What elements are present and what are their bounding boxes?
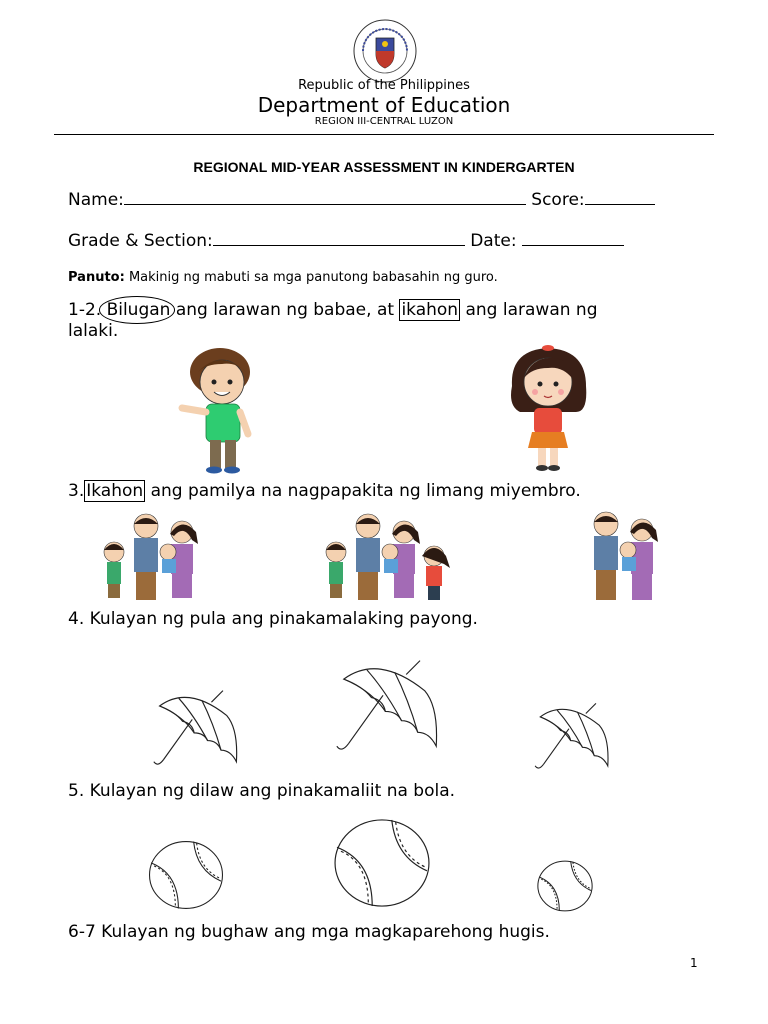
score-label: Score:	[531, 190, 585, 210]
name-label: Name:	[68, 190, 124, 210]
family-icon[interactable]	[584, 508, 666, 604]
date-blank[interactable]	[522, 229, 624, 246]
region-text: REGION III-CENTRAL LUZON	[314, 116, 454, 127]
department-title: Department of Education	[257, 93, 511, 117]
republic-text: Republic of the Philippines	[298, 78, 470, 93]
family-icon[interactable]	[94, 512, 210, 602]
grade-section-blank[interactable]	[213, 229, 465, 246]
page-number: 1	[690, 956, 698, 970]
question-6-7: 6-7 Kulayan ng bughaw ang mga magkaparehong hugis.	[68, 922, 550, 942]
q3-prefix: 3.	[68, 481, 85, 501]
q3-boxed-word: Ikahon	[86, 481, 144, 501]
q1-line2: lalaki.	[68, 321, 119, 341]
q1-prefix: 1-2.	[68, 300, 102, 320]
ball-icon[interactable]	[148, 840, 224, 910]
umbrella-icon[interactable]	[530, 700, 618, 776]
ball-icon[interactable]	[330, 818, 434, 908]
q3-rest: ang pamilya na nagpapakita ng limang miyembro.	[145, 481, 581, 501]
name-row	[68, 188, 655, 210]
instructions-label: Panuto:	[68, 270, 125, 285]
umbrella-icon[interactable]	[322, 656, 458, 760]
instructions	[68, 270, 498, 285]
assessment-title: REGIONAL MID-YEAR ASSESSMENT IN KINDERGARTEN	[193, 159, 575, 175]
ball-icon[interactable]	[536, 860, 594, 912]
boy-icon[interactable]	[176, 342, 264, 474]
score-blank[interactable]	[585, 188, 655, 205]
date-label: Date:	[470, 231, 517, 251]
girl-icon[interactable]	[502, 342, 594, 474]
question-3	[68, 481, 581, 501]
question-1-2	[68, 300, 597, 320]
name-blank[interactable]	[124, 188, 526, 205]
q1-mid: ang larawan ng babae, at	[170, 300, 400, 320]
q1-end: ang larawan ng	[460, 300, 598, 320]
umbrella-icon[interactable]	[150, 686, 246, 774]
deped-seal-icon	[352, 18, 418, 84]
question-4: 4. Kulayan ng pula ang pinakamalaking payong.	[68, 609, 478, 629]
q1-boxed-word: ikahon	[401, 300, 459, 320]
instructions-text: Makinig ng mabuti sa mga panutong babasahin ng guro.	[128, 270, 498, 285]
q1-circled-word: Bilugan	[106, 300, 171, 320]
family-icon[interactable]	[316, 512, 456, 604]
question-5: 5. Kulayan ng dilaw ang pinakamaliit na bola.	[68, 781, 456, 801]
grade-section-label: Grade & Section:	[68, 231, 213, 251]
header-divider	[54, 134, 714, 135]
grade-row	[68, 229, 624, 251]
